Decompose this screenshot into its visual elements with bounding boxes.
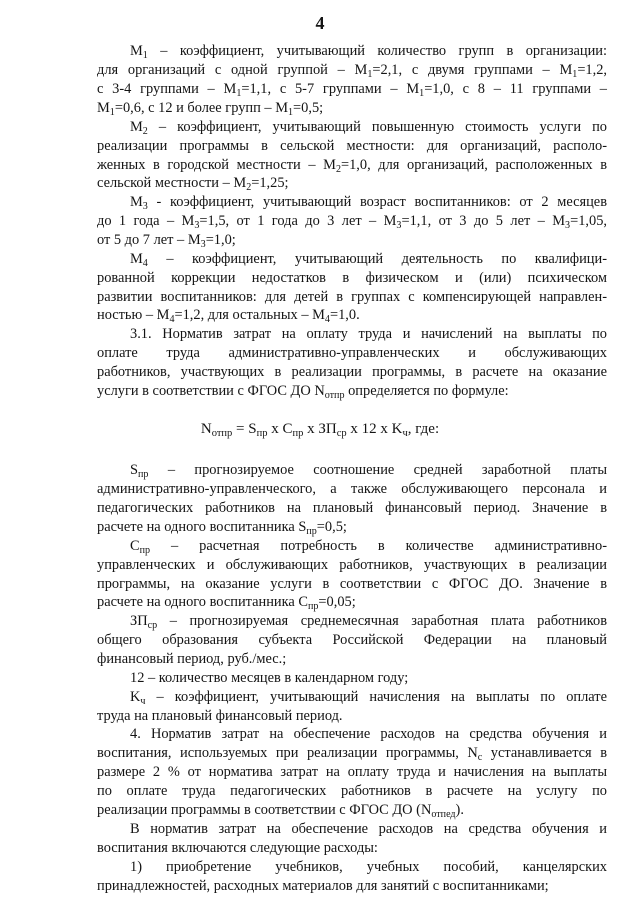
text-run: услуги в соответствии с ФГОС ДО N: [97, 383, 325, 399]
text-run: S: [130, 462, 139, 478]
text-run: K: [130, 689, 141, 705]
text-run: управленческих и обслуживающих работников, участвующих в реализации: [97, 557, 607, 573]
subscript: 3: [200, 238, 206, 250]
text-run: =1,05,: [570, 213, 607, 229]
subscript: 2: [246, 181, 252, 193]
text-run: – расчетная потребность в количестве административно-: [150, 538, 607, 554]
text-run: – коэффициент, учитывающий начисления на выплаты по оплате: [145, 689, 607, 705]
text-line: [130, 193, 607, 212]
text-run: женных в городской местности – M: [97, 157, 336, 173]
text-run: C: [130, 538, 140, 554]
text-line: [130, 42, 607, 61]
text-run: от 5 до 7 лет – M: [97, 232, 201, 248]
text-run: реализации программы в сельской местности: для организаций, располо-: [97, 138, 607, 154]
text-run: В норматив затрат на обеспечение расходов на средства обучения и: [130, 821, 607, 837]
text-line: [130, 461, 607, 480]
text-run: расчете на одного воспитанника S: [97, 519, 307, 535]
text-line: [97, 344, 607, 363]
text-line: [97, 556, 607, 575]
text-run: административно-управленческого, а также обслуживающего персонала и: [97, 481, 607, 497]
text-line: [97, 499, 607, 518]
text-run: =1,0;: [205, 232, 236, 248]
subscript: 1: [367, 68, 373, 80]
text-run: M: [130, 43, 143, 59]
text-line: [97, 156, 607, 175]
subscript: 4: [169, 313, 175, 325]
text-line: [97, 877, 549, 896]
text-run: развитии воспитанников: для детей в группах с компенсирующей направлен-: [97, 289, 607, 305]
subscript: 1: [419, 87, 425, 99]
text-run: N: [200, 421, 212, 437]
text-run: сельской местности – M: [97, 175, 247, 191]
text-line: [97, 480, 607, 499]
text-run: устанавливается в: [482, 745, 607, 761]
text-run: =1,1, от 3 до 5 лет – M: [401, 213, 566, 229]
text-line: [97, 593, 356, 612]
subscript: отпр: [324, 389, 345, 401]
text-run: M: [130, 194, 143, 210]
text-run: x ЗП: [303, 421, 337, 437]
text-line: [130, 688, 607, 707]
text-run: ).: [455, 802, 464, 818]
formula-line: [0, 420, 640, 439]
page-number: 4: [315, 13, 325, 33]
text-line: [97, 306, 360, 325]
subscript: пр: [139, 544, 151, 556]
subscript: пр: [292, 427, 304, 439]
text-run: рованной коррекции недостатков в физическом и (или) психическом: [97, 270, 607, 286]
text-line: [97, 631, 607, 650]
text-run: x 12 x K: [346, 421, 403, 437]
text-run: определяется по формуле:: [344, 383, 509, 399]
text-run: =2,1, с двумя группами – M: [372, 62, 573, 78]
text-line: [130, 325, 607, 344]
text-run: по оплате труда педагогических работников в расчете на услугу по: [97, 783, 607, 799]
text-line: [97, 99, 323, 118]
text-line: [130, 250, 607, 269]
text-line: [97, 212, 607, 231]
text-run: =0,5;: [293, 100, 324, 116]
text-line: [130, 820, 607, 839]
text-line: [97, 782, 607, 801]
text-run: программы, на оказание услуги в соответствии с ФГОС ДО. Значение в: [97, 576, 607, 592]
text-run: = S: [232, 421, 257, 437]
text-run: воспитания включаются следующие расходы:: [97, 840, 378, 856]
text-run: ностью – M: [97, 307, 170, 323]
text-run: – прогнозируемая среднемесячная заработная плата работников: [157, 613, 607, 629]
text-line: [97, 650, 286, 669]
text-run: педагогических работников на плановый финансовый период. Значение в: [97, 500, 607, 516]
text-run: размере 2 % от норматива затрат на оплату труда и начисления на выплаты: [97, 764, 607, 780]
text-line: [97, 137, 607, 156]
subscript: с: [477, 751, 483, 763]
text-line: [97, 575, 607, 594]
text-line: [97, 707, 343, 726]
text-run: =0,05;: [318, 594, 356, 610]
text-run: =1,2,: [577, 62, 608, 78]
subscript: 4: [142, 257, 148, 269]
subscript: 3: [194, 219, 200, 231]
text-run: реализации программы в соответствии с ФГОС ДО (N: [97, 802, 432, 818]
text-run: M: [130, 119, 143, 135]
text-run: до 1 года – M: [97, 213, 195, 229]
text-run: для организаций с одной группой – M: [97, 62, 368, 78]
text-line: [97, 174, 289, 193]
text-run: =0,5;: [316, 519, 347, 535]
text-line: [97, 744, 607, 763]
text-run: =1,2, для остальных – M: [174, 307, 325, 323]
text-run: - коэффициент, учитывающий возраст воспитанников: от 2 месяцев: [147, 194, 607, 210]
text-line: [97, 288, 607, 307]
subscript: 1: [109, 106, 115, 118]
subscript: 1: [288, 106, 294, 118]
subscript: пр: [138, 468, 149, 480]
text-run: – прогнозируемое соотношение средней заработной платы: [148, 462, 607, 478]
text-run: M: [130, 251, 143, 267]
subscript: ч: [140, 695, 146, 707]
subscript: пр: [306, 525, 317, 537]
text-run: ЗП: [130, 613, 148, 629]
text-line: [130, 537, 607, 556]
text-run: 4. Норматив затрат на обеспечение расходов на средства обучения и: [130, 726, 607, 742]
text-line: [130, 669, 408, 688]
subscript: отпед: [431, 808, 456, 820]
text-run: – коэффициент, учитывающий деятельность по квалифици-: [147, 251, 607, 267]
text-line: [130, 612, 607, 631]
subscript: 1: [236, 87, 242, 99]
text-run: оплате труда административно-управленческих и обслуживающих: [97, 345, 607, 361]
text-run: =1,0, с 8 – 11 группами –: [424, 81, 607, 97]
subscript: пр: [256, 427, 268, 439]
text-run: 1) приобретение учебников, учебных пособий, канцелярских: [130, 859, 607, 875]
subscript: 1: [142, 49, 148, 61]
text-run: =1,1, с 5-7 группами – M: [241, 81, 420, 97]
text-run: работников, участвующих в реализации программы, в расчете на оказание: [97, 364, 607, 380]
text-line: [97, 363, 607, 382]
text-line: [97, 839, 378, 858]
subscript: ср: [147, 619, 158, 631]
text-run: финансовый период, руб./мес.;: [97, 651, 287, 667]
text-line: [130, 858, 607, 877]
text-run: воспитания, используемых при реализации программы, N: [97, 745, 478, 761]
subscript: 3: [565, 219, 571, 231]
text-run: труда на плановый финансовый период.: [97, 708, 343, 724]
subscript: пр: [307, 600, 319, 612]
text-run: общего образования субъекта Российской Федерации на плановый: [97, 632, 607, 648]
subscript: 3: [142, 200, 148, 212]
text-run: – коэффициент, учитывающий повышенную стоимость услуги по: [147, 119, 607, 135]
text-line: [97, 80, 607, 99]
text-run: =0,6, с 12 и более групп – M: [114, 100, 288, 116]
text-line: [97, 382, 509, 401]
subscript: отпр: [211, 427, 233, 439]
subscript: 1: [572, 68, 578, 80]
text-line: [130, 118, 607, 137]
text-run: =1,0, для организаций, расположенных в: [341, 157, 607, 173]
text-run: с 3-4 группами – M: [97, 81, 237, 97]
text-line: [97, 269, 607, 288]
subscript: 2: [142, 125, 148, 137]
subscript: ср: [336, 427, 347, 439]
text-run: M: [97, 100, 110, 116]
subscript: 3: [396, 219, 402, 231]
text-run: – коэффициент, учитывающий количество групп в организации:: [147, 43, 607, 59]
text-line: [97, 518, 347, 537]
text-line: [97, 231, 236, 250]
text-run: , где:: [407, 421, 440, 437]
text-run: 3.1. Норматив затрат на оплату труда и начислений на выплаты по: [130, 326, 607, 342]
text-run: 12 – количество месяцев в календарном году;: [130, 670, 409, 686]
text-run: принадлежностей, расходных материалов для занятий с воспитанниками;: [97, 878, 549, 894]
text-line: [97, 61, 607, 80]
subscript: ч: [402, 427, 408, 439]
text-line: [97, 763, 607, 782]
subscript: 4: [324, 313, 330, 325]
text-run: расчете на одного воспитанника C: [97, 594, 308, 610]
text-line: [130, 725, 607, 744]
text-run: x C: [267, 421, 293, 437]
text-run: =1,0.: [329, 307, 360, 323]
text-run: =1,25;: [251, 175, 289, 191]
subscript: 2: [335, 163, 341, 175]
text-run: =1,5, от 1 года до 3 лет – M: [199, 213, 397, 229]
text-line: [97, 801, 464, 820]
